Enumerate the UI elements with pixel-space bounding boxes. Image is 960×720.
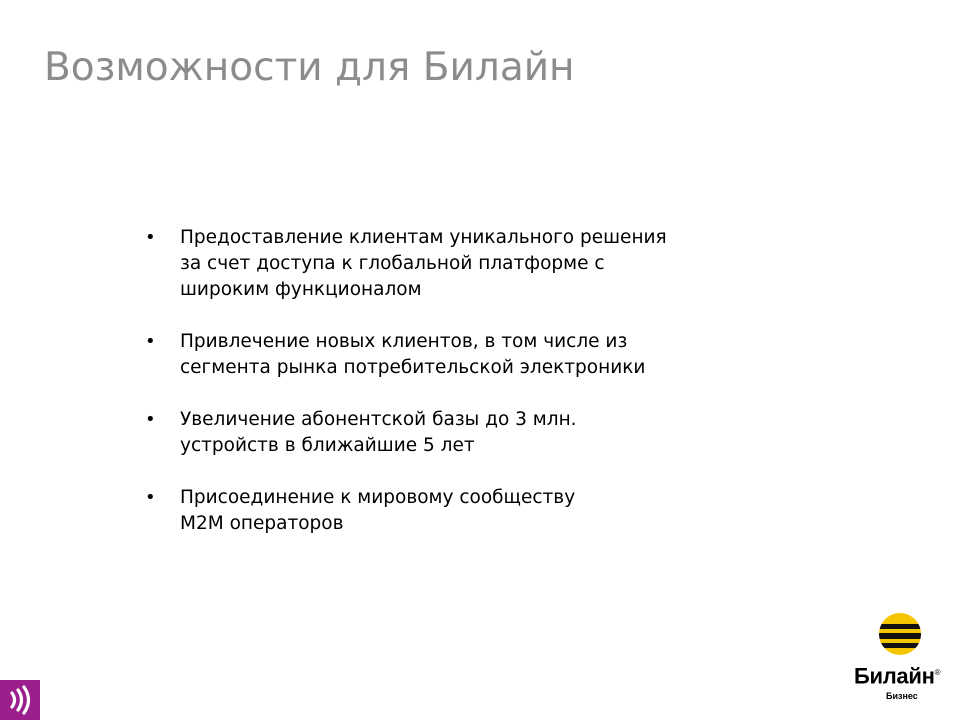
bullet-marker: • — [145, 227, 156, 248]
bullet-marker: • — [145, 331, 156, 352]
bullet-marker: • — [145, 409, 156, 430]
bullet-marker: • — [145, 487, 156, 508]
bullet-item — [140, 485, 760, 537]
bullet-item — [140, 329, 760, 381]
bullet-text: Увеличение абонентской базы до 3 млн. устройств в ближайшие 5 лет — [180, 409, 577, 456]
bullet-text: Привлечение новых клиентов, в том числе из сегмента рынка потребительской электроники — [180, 331, 646, 378]
bullet-text: Присоединение к мировому сообществу M2M операторов — [180, 487, 576, 534]
bullet-item — [140, 407, 760, 459]
bullet-item — [140, 225, 760, 303]
logo-wordmark — [854, 660, 940, 689]
wireless-waves-icon — [0, 680, 40, 720]
slide-title: Возможности для Билайн — [44, 45, 575, 90]
bullet-text: Предоставление клиентам уникального решения за счет доступа к глобальной платформе с широким функционалом — [180, 227, 667, 300]
beeline-striped-ball-icon — [878, 612, 922, 656]
logo-subtitle: Бизнес — [886, 691, 918, 701]
bullet-list — [140, 225, 760, 563]
registered-mark: ® — [934, 668, 941, 677]
beeline-logo — [850, 612, 960, 712]
logo-brand-text: Билайн — [854, 663, 935, 689]
